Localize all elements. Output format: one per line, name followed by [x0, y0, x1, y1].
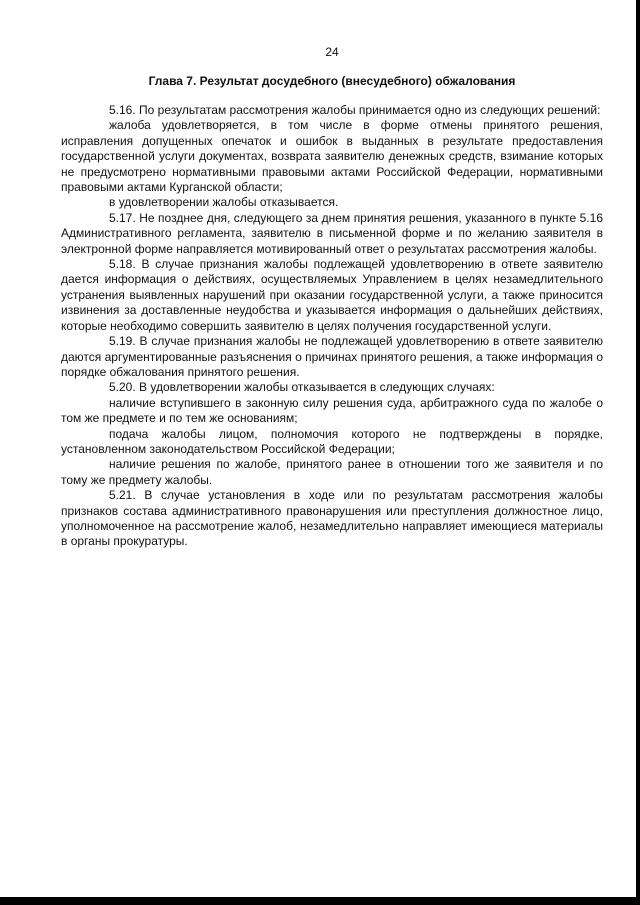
- page-number: 24: [325, 45, 339, 59]
- paragraph-5-21: 5.21. В случае установления в ходе или по результатам рассмотрения жалобы признаков состава административного правонарушения или преступления должностное лицо, уполномоченное на рассмотрение жалоб, незамедлительно направляет имеющиеся материалы в органы прокуратуры.: [61, 488, 603, 549]
- paragraph-5-16: 5.16. По результатам рассмотрения жалобы принимается одно из следующих решений:: [109, 103, 601, 117]
- paragraph-5-19: 5.19. В случае признания жалобы не подлежащей удовлетворению в ответе заявителю даются аргументированные разъяснения о причинах принятого решения, а также информация о порядке обжалования принятого решения.: [61, 334, 603, 379]
- document-page: [61, 44, 603, 550]
- paragraph-court-decision: наличие вступившего в законную силу решения суда, арбитражного суда по жалобе о том же предмете и по тем же основаниям;: [61, 395, 603, 426]
- scan-border-bottom: [0, 897, 640, 905]
- paragraph-prior-decision: наличие решения по жалобе, принятого ранее в отношении того же заявителя и по тому же предмету жалобы.: [61, 457, 603, 487]
- paragraph-complaint-rejected: в удовлетворении жалобы отказывается.: [109, 195, 339, 210]
- paragraph-complaint-satisfied: жалоба удовлетворяется, в том числе в форме отмены принятого решения, исправления допущенных опечаток и ошибок в выданных в результате предоставления государственной услуги документах, возврата заявителю денежных средств, взимание которых не предусмотрено нормативными правовыми актами Российской Федерации, нормативными правовыми актами Курганской области;: [61, 118, 603, 195]
- body-text: [61, 103, 603, 550]
- scan-border-right: [636, 0, 640, 905]
- paragraph-unauthorized-person: подача жалобы лицом, полномочия которого не подтверждены в порядке, установленном законодательством Российской Федерации;: [61, 426, 603, 456]
- chapter-title: Глава 7. Результат досудебного (внесудебного) обжалования: [148, 74, 516, 88]
- paragraph-5-17: 5.17. Не позднее дня, следующего за днем принятия решения, указанного в пункте 5.16 Административного регламента, заявителю в письменной форме и по желанию заявителя в электронной форме направляется мотивированный ответ о результатах рассмотрения жалобы.: [61, 210, 603, 256]
- paragraph-5-20: 5.20. В удовлетворении жалобы отказывается в следующих случаях:: [109, 380, 495, 395]
- paragraph-5-18: 5.18. В случае признания жалобы подлежащей удовлетворению в ответе заявителю дается информация о действиях, осуществляемых Управлением в целях незамедлительного устранения выявленных нарушений при оказании государственной услуги, а также приносится извинения за доставленные неудобства и указывается информация о дальнейших действиях, которые необходимо совершить заявителю в целях получения государственной услуги.: [61, 257, 603, 333]
